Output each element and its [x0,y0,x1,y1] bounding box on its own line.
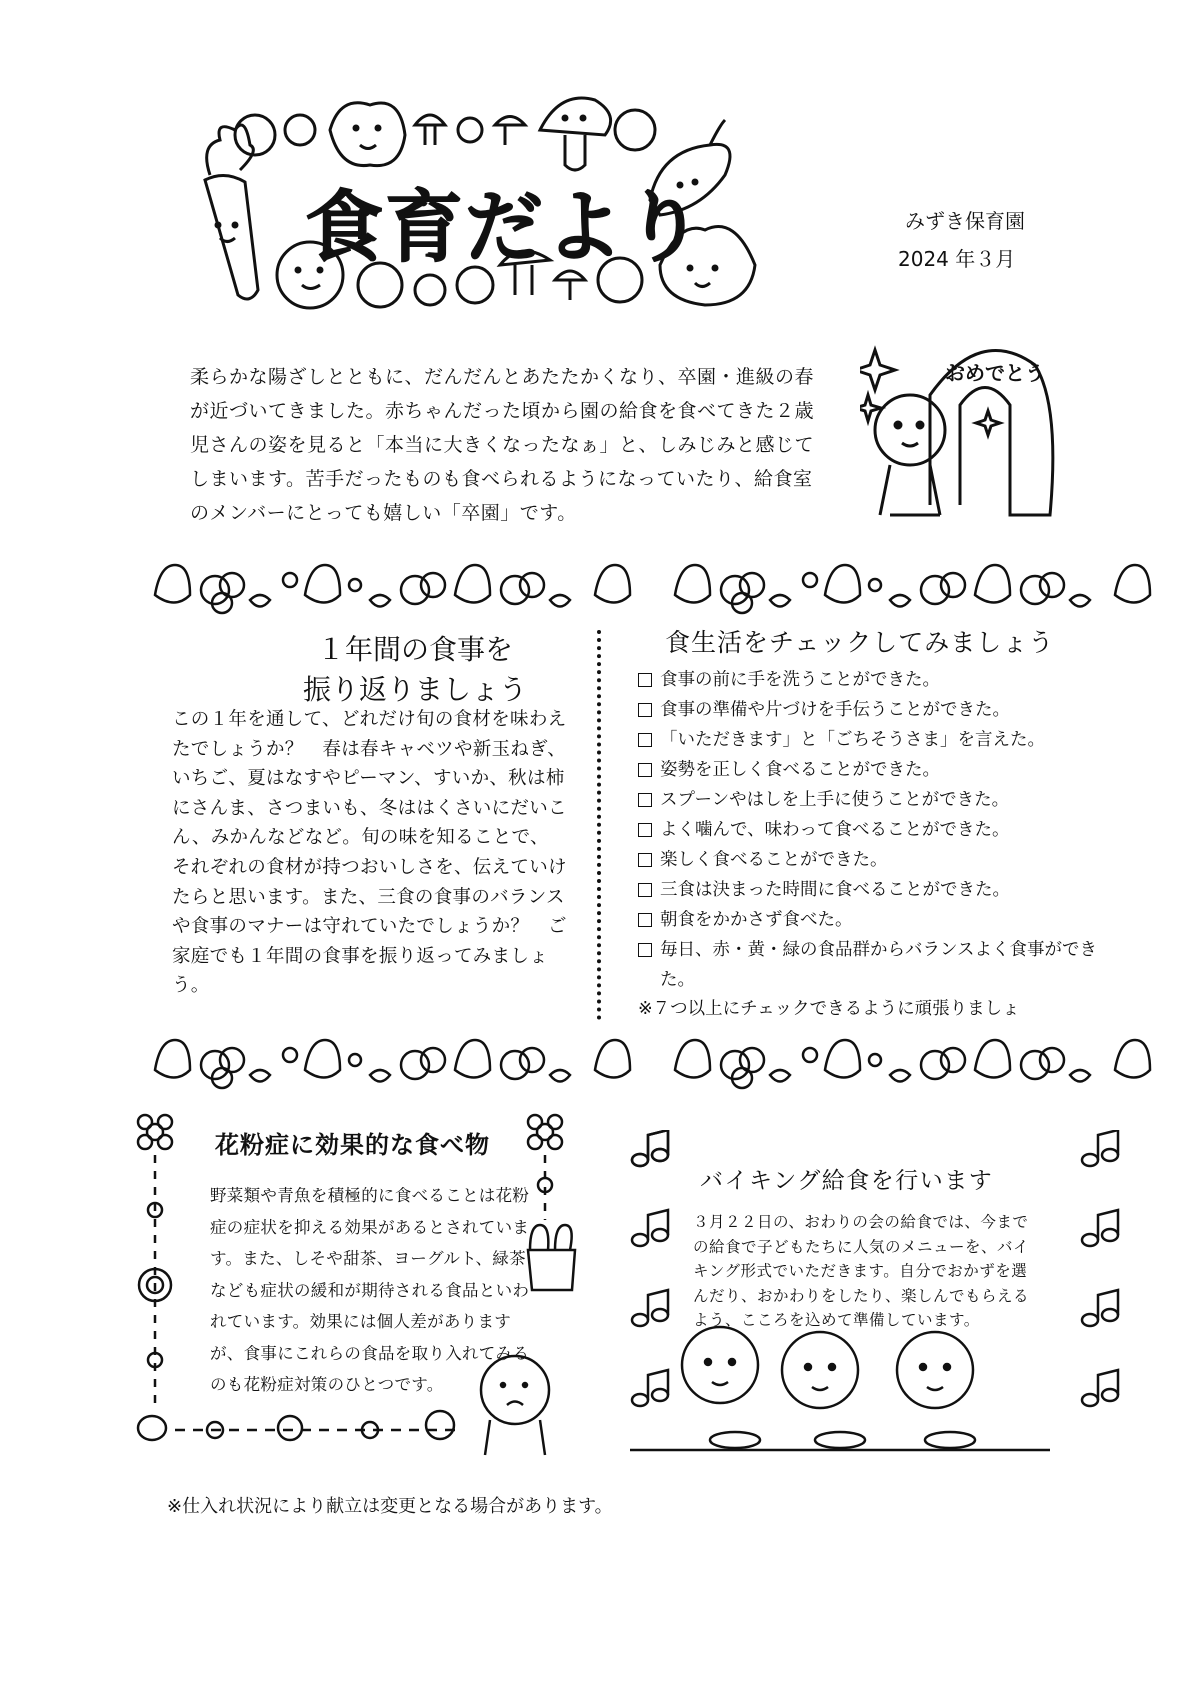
checklist-item: 毎日、赤・黄・緑の食品群からバランスよく食事ができた。 [638,935,1108,995]
buffet-heading: バイキング給食を行います [700,1168,994,1194]
checklist [638,665,1108,995]
checkbox [638,853,652,867]
checklist-item: 楽しく食べることができた。 [638,845,1108,875]
review-heading-line2: 振り返りましょう [302,673,527,706]
checklist-heading: 食生活をチェックしてみましょう [665,628,1055,657]
checkbox [638,763,652,777]
checkbox [638,793,652,807]
review-paragraph: この１年を通して、どれだけ旬の食材を味わえたでしょうか？ 春は春キャベツや新玉ねぎ、いちご、夏はなすやピーマン、すいか、秋は柿にさんま、さつまいも、冬ははくさいにだいこん、みかんなどなど。旬の味を知ることで、それぞれの食材が持つおいしさを、伝えていけたらと思います。また、三食の食事のバランスや食事のマナーは守れていたでしょうか？ ご家庭でも１年間の食事を振り返ってみましょう。 [172,709,567,997]
checklist-item: 食事の前に手を洗うことができた。 [638,665,1108,695]
column-divider [597,630,601,1020]
review-heading-line1: １年間の食事を [316,633,513,666]
checklist-item: 姿勢を正しく食べることができた。 [638,755,1108,785]
checkbox [638,943,652,957]
checkbox [638,673,652,687]
newsletter-title: 食育だより [305,183,706,273]
checkbox [638,883,652,897]
checklist-item: よく噛んで、味わって食べることができた。 [638,815,1108,845]
hinamatsuri-garland-middle [140,1030,1200,1100]
pollen-paragraph: 野菜類や青魚を積極的に食べることは花粉症の症状を抑える効果があるとされています。また、しそや甜茶、ヨーグルト、緑茶なども症状の緩和が期待される食品といわれています。効果には個人差がありますが、食事にこれらの食品を取り入れてみるのも花粉症対策のひとつです。 [210,1186,530,1394]
review-heading [230,630,600,710]
checklist-item: 三食は決まった時間に食べることができた。 [638,875,1108,905]
omedeto-lettering: おめでとう [945,361,1045,385]
issue-date: 2024 年３月 [898,247,1016,271]
checklist-note: ※７つ以上にチェックできるように頑張りましょ [638,999,1020,1019]
checkbox [638,703,652,717]
intro-paragraph: 柔らかな陽ざしとともに、だんだんとあたたかくなり、卒園・進級の春が近づいてきました。赤ちゃんだった頃から園の給食を食べてきた２歳児さんの姿を見ると「本当に大きくなったなぁ」と、しみじみと感じてしまいます。苦手だったものも食べられるようになっていたり、給食室のメンバーにとっても嬉しい「卒園」です。 [190,366,815,524]
buffet-paragraph: ３月２２日の、おわりの会の給食では、今までの給食で子どもたちに人気のメニューを、バイキング形式でいただきます。自分でおかずを選んだり、おかわりをしたり、楽しんでもらえるよう、こころを込めて準備しています。 [693,1213,1030,1329]
footnote: ※仕入れ状況により献立は変更となる場合があります。 [167,1496,613,1517]
checkbox [638,913,652,927]
school-name: みずき保育園 [905,209,1025,233]
checklist-item: スプーンやはしを上手に使うことができた。 [638,785,1108,815]
checklist-item: 食事の準備や片づけを手伝うことができた。 [638,695,1108,725]
pollen-heading: 花粉症に効果的な食べ物 [215,1131,490,1159]
checklist-item: 「いただきます」と「ごちそうさま」を言えた。 [638,725,1108,755]
checklist-item: 朝食をかかさず食べた。 [638,905,1108,935]
checkbox [638,823,652,837]
checkbox [638,733,652,747]
graduation-arch-illustration [860,325,1110,525]
hinamatsuri-garland-top [140,555,1200,625]
